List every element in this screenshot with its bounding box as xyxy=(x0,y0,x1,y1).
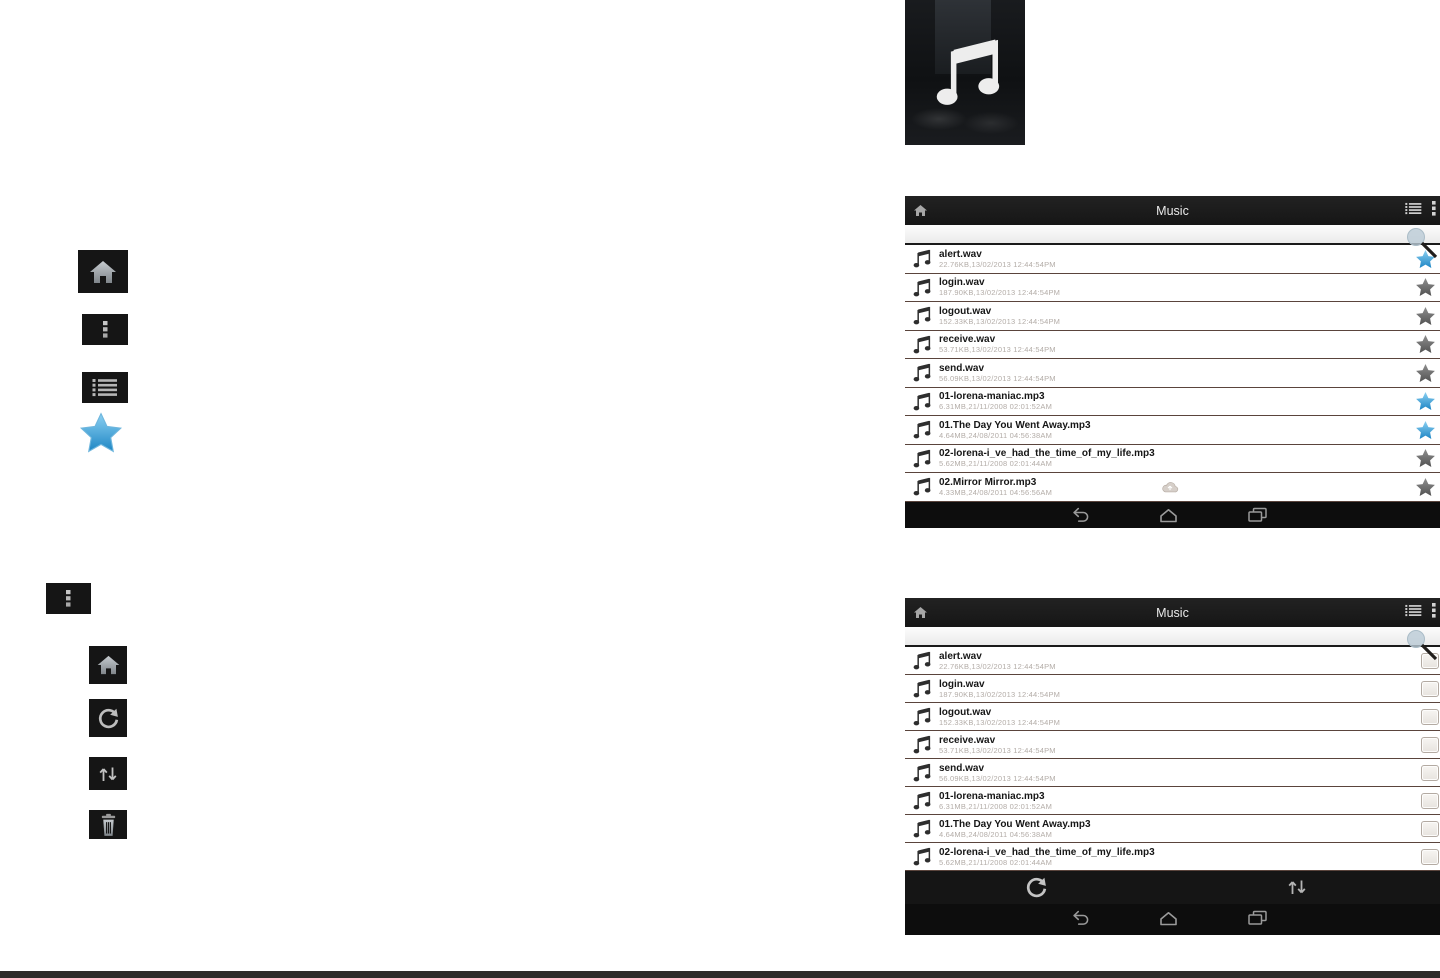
music-note-icon xyxy=(911,333,932,356)
file-details: 4.64MB,24/08/2011 04:56:38AM xyxy=(939,829,1053,839)
home-icon xyxy=(89,646,127,684)
file-row[interactable] xyxy=(905,647,1440,675)
file-details: 22.76KB,13/02/2013 12:44:54PM xyxy=(939,661,1056,671)
select-checkbox[interactable] xyxy=(1421,849,1439,865)
favorite-star-icon[interactable] xyxy=(1415,306,1436,326)
music-note-icon xyxy=(911,390,932,413)
search-icon xyxy=(1398,628,1440,660)
file-name: 01.The Day You Went Away.mp3 xyxy=(939,818,1091,830)
list-view-icon xyxy=(82,372,128,403)
music-note-icon xyxy=(911,475,932,498)
file-name: send.wav xyxy=(939,362,985,374)
music-note-icon xyxy=(911,733,932,756)
favorite-star-icon[interactable] xyxy=(1415,363,1436,383)
file-row[interactable] xyxy=(905,416,1440,445)
file-details: 53.71KB,13/02/2013 12:44:54PM xyxy=(939,345,1056,355)
file-row[interactable] xyxy=(905,843,1440,871)
music-note-icon xyxy=(911,247,932,270)
file-name: send.wav xyxy=(939,762,985,774)
recents-icon[interactable] xyxy=(1247,910,1268,926)
file-row[interactable] xyxy=(905,815,1440,843)
back-icon[interactable] xyxy=(1070,909,1092,927)
music-note-icon xyxy=(911,705,932,728)
file-details: 4.33MB,24/08/2011 04:56:56AM xyxy=(939,487,1053,497)
page-footer-rule xyxy=(0,971,1440,978)
file-details: 152.33KB,13/02/2013 12:44:54PM xyxy=(939,717,1061,727)
music-note-icon xyxy=(911,276,932,299)
select-checkbox[interactable] xyxy=(1421,681,1439,697)
file-name: login.wav xyxy=(939,678,985,690)
music-screen-favorites xyxy=(905,196,1440,528)
favorite-star-icon[interactable] xyxy=(1415,334,1436,354)
app-header xyxy=(905,598,1440,627)
back-icon[interactable] xyxy=(1070,506,1092,524)
list-view-icon[interactable] xyxy=(1405,604,1422,622)
home-icon[interactable] xyxy=(913,204,928,217)
file-name: alert.wav xyxy=(939,650,982,662)
file-name: 01-lorena-maniac.mp3 xyxy=(939,790,1045,802)
favorite-star-icon[interactable] xyxy=(1415,477,1436,497)
select-checkbox[interactable] xyxy=(1421,737,1439,753)
file-name: receive.wav xyxy=(939,734,996,746)
file-details: 4.64MB,24/08/2011 04:56:38AM xyxy=(939,430,1053,440)
refresh-icon xyxy=(89,699,127,737)
music-note-icon xyxy=(911,789,932,812)
select-checkbox[interactable] xyxy=(1421,709,1439,725)
home-nav-icon[interactable] xyxy=(1158,910,1179,926)
music-note-icon xyxy=(927,26,1005,118)
file-name: alert.wav xyxy=(939,248,982,260)
file-row[interactable] xyxy=(905,388,1440,417)
file-details: 5.62MB,21/11/2008 02:01:44AM xyxy=(939,459,1053,469)
recents-icon[interactable] xyxy=(1247,507,1268,523)
music-app-icon xyxy=(905,0,1025,145)
file-row[interactable] xyxy=(905,359,1440,388)
file-name: 02-lorena-i_ve_had_the_time_of_my_life.mp3 xyxy=(939,846,1155,858)
music-note-icon xyxy=(911,649,932,672)
favorite-star-icon[interactable] xyxy=(1415,448,1436,468)
file-row[interactable] xyxy=(905,473,1440,502)
file-row[interactable] xyxy=(905,274,1440,303)
file-row[interactable] xyxy=(905,731,1440,759)
music-note-icon xyxy=(911,304,932,327)
home-icon xyxy=(78,250,128,293)
page-title: Music xyxy=(1156,203,1189,218)
music-note-icon xyxy=(911,677,932,700)
file-list xyxy=(905,647,1440,871)
music-note-icon xyxy=(911,817,932,840)
music-screen-edit xyxy=(905,598,1440,935)
file-list xyxy=(905,245,1440,502)
home-nav-icon[interactable] xyxy=(1158,507,1179,523)
file-details: 152.33KB,13/02/2013 12:44:54PM xyxy=(939,316,1061,326)
favorite-star-icon[interactable] xyxy=(1415,420,1436,440)
file-details: 6.31MB,21/11/2008 02:01:52AM xyxy=(939,801,1053,811)
file-row[interactable] xyxy=(905,245,1440,274)
file-row[interactable] xyxy=(905,302,1440,331)
cloud-upload-icon xyxy=(1161,481,1179,493)
file-row[interactable] xyxy=(905,759,1440,787)
file-name: 02-lorena-i_ve_had_the_time_of_my_life.mp3 xyxy=(939,448,1155,460)
file-row[interactable] xyxy=(905,675,1440,703)
file-name: logout.wav xyxy=(939,305,992,317)
select-checkbox[interactable] xyxy=(1421,765,1439,781)
music-note-icon xyxy=(911,845,932,868)
refresh-icon[interactable] xyxy=(1024,875,1049,900)
file-details: 22.76KB,13/02/2013 12:44:54PM xyxy=(939,259,1056,269)
menu-dots-icon xyxy=(82,314,128,345)
music-note-icon xyxy=(911,447,932,470)
file-name: 02.Mirror Mirror.mp3 xyxy=(939,476,1037,488)
file-details: 187.90KB,13/02/2013 12:44:54PM xyxy=(939,689,1061,699)
favorite-star-icon xyxy=(79,411,123,454)
edit-action-bar xyxy=(905,871,1440,904)
search-bar[interactable] xyxy=(905,627,1440,647)
file-row[interactable] xyxy=(905,703,1440,731)
file-row[interactable] xyxy=(905,331,1440,360)
menu-icon[interactable] xyxy=(1432,201,1436,221)
file-details: 56.09KB,13/02/2013 12:44:54PM xyxy=(939,773,1056,783)
file-name: 01.The Day You Went Away.mp3 xyxy=(939,419,1091,431)
file-details: 56.09KB,13/02/2013 12:44:54PM xyxy=(939,373,1056,383)
music-note-icon xyxy=(911,361,932,384)
trash-icon xyxy=(89,810,127,839)
file-details: 187.90KB,13/02/2013 12:44:54PM xyxy=(939,288,1061,298)
file-details: 53.71KB,13/02/2013 12:44:54PM xyxy=(939,745,1056,755)
android-navbar xyxy=(905,904,1440,935)
file-name: 01-lorena-maniac.mp3 xyxy=(939,391,1045,403)
file-row[interactable] xyxy=(905,445,1440,474)
sort-icon[interactable] xyxy=(1286,878,1308,896)
menu-dots-icon xyxy=(46,583,91,614)
favorite-star-icon[interactable] xyxy=(1415,277,1436,297)
list-view-icon[interactable] xyxy=(1405,202,1422,220)
file-name: logout.wav xyxy=(939,706,992,718)
file-details: 6.31MB,21/11/2008 02:01:52AM xyxy=(939,402,1053,412)
search-bar[interactable] xyxy=(905,225,1440,245)
file-name: login.wav xyxy=(939,277,985,289)
file-row[interactable] xyxy=(905,787,1440,815)
music-note-icon xyxy=(911,761,932,784)
android-navbar xyxy=(905,502,1440,529)
file-name: receive.wav xyxy=(939,334,996,346)
select-checkbox[interactable] xyxy=(1421,821,1439,837)
file-details: 5.62MB,21/11/2008 02:01:44AM xyxy=(939,857,1053,867)
sort-icon xyxy=(89,757,127,790)
home-icon[interactable] xyxy=(913,606,928,619)
music-note-icon xyxy=(911,418,932,441)
favorite-star-icon[interactable] xyxy=(1415,391,1436,411)
page-title: Music xyxy=(1156,605,1189,620)
menu-icon[interactable] xyxy=(1432,603,1436,623)
search-icon xyxy=(1398,226,1440,258)
app-header xyxy=(905,196,1440,225)
select-checkbox[interactable] xyxy=(1421,793,1439,809)
